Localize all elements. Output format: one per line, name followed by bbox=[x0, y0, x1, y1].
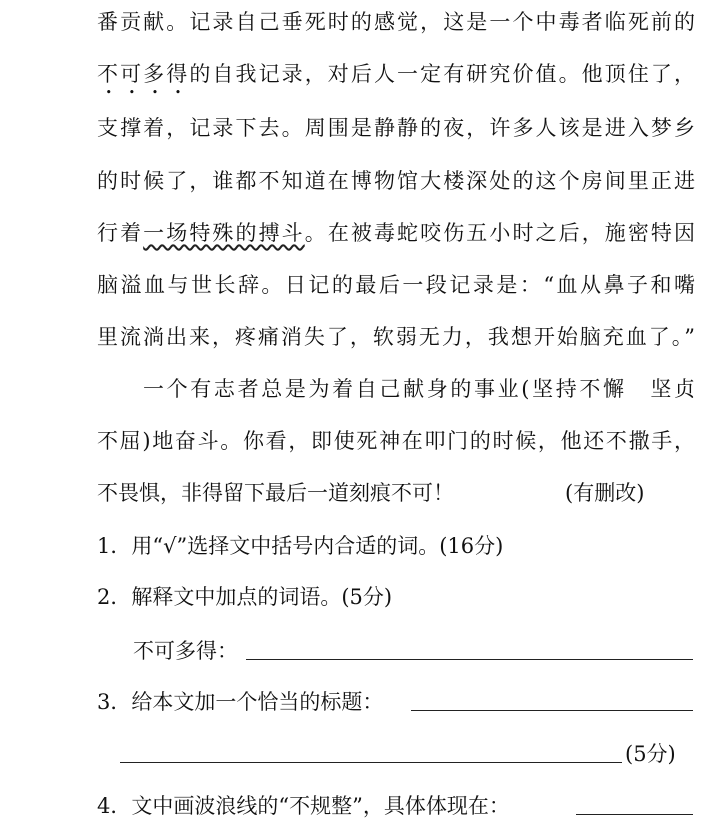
wavy-underlined-phrase: 一场特殊的搏斗 bbox=[143, 221, 305, 245]
edit-note: (有删改) bbox=[565, 481, 645, 505]
dotted-term: 不可多得 bbox=[97, 62, 190, 86]
question-4: 4．文中画波浪线的“不规整”，具体体现在： bbox=[97, 794, 510, 818]
passage-line-5-post: 。在被毒蛇咬伤五小时之后，施密特因 bbox=[304, 221, 696, 245]
answer-line-q2[interactable] bbox=[246, 659, 693, 660]
passage-line-7: 里流淌出来，疼痛消失了，软弱无力，我想开始脑充血了。” bbox=[97, 325, 695, 349]
passage-line-3: 支撑着，记录下去。周围是静静的夜，许多人该是进入梦乡 bbox=[97, 116, 695, 140]
passage-line-2 bbox=[97, 59, 695, 99]
passage-line-5 bbox=[97, 218, 695, 248]
passage-line-10: 不畏惧，非得留下最后一道刻痕不可！ bbox=[97, 481, 454, 505]
passage-line-6: 脑溢血与世长辞。日记的最后一段记录是：“血从鼻子和嘴 bbox=[97, 273, 695, 297]
passage-line-8: 一个有志者总是为着自己献身的事业(坚持不懈 坚贞 bbox=[143, 377, 695, 401]
question-3: 3．给本文加一个恰当的标题： bbox=[97, 690, 384, 714]
question-3-score: (5分) bbox=[625, 742, 676, 766]
passage-line-9: 不屈)地奋斗。你看，即使死神在叩门的时候，他还不撒手， bbox=[97, 429, 695, 453]
question-2: 2．解释文中加点的词语。(5分) bbox=[97, 585, 393, 609]
passage-line-5-pre: 行着 bbox=[97, 221, 144, 245]
answer-line-q3-title[interactable] bbox=[411, 710, 693, 711]
answer-line-q4[interactable] bbox=[576, 814, 693, 815]
passage-line-1: 番贡献。记录自己垂死时的感觉，这是一个中毒者临死前的 bbox=[97, 10, 695, 34]
passage-line-2-rest: 的自我记录，对后人一定有研究价值。他顶住了， bbox=[189, 62, 696, 86]
passage-line-4: 的时候了，谁都不知道在博物馆大楼深处的这个房间里正进 bbox=[97, 169, 695, 193]
question-1: 1．用“√”选择文中括号内合适的词。(16分) bbox=[97, 534, 504, 558]
question-2-label: 不可多得： bbox=[133, 639, 238, 663]
answer-line-q3-continued[interactable] bbox=[120, 762, 622, 763]
